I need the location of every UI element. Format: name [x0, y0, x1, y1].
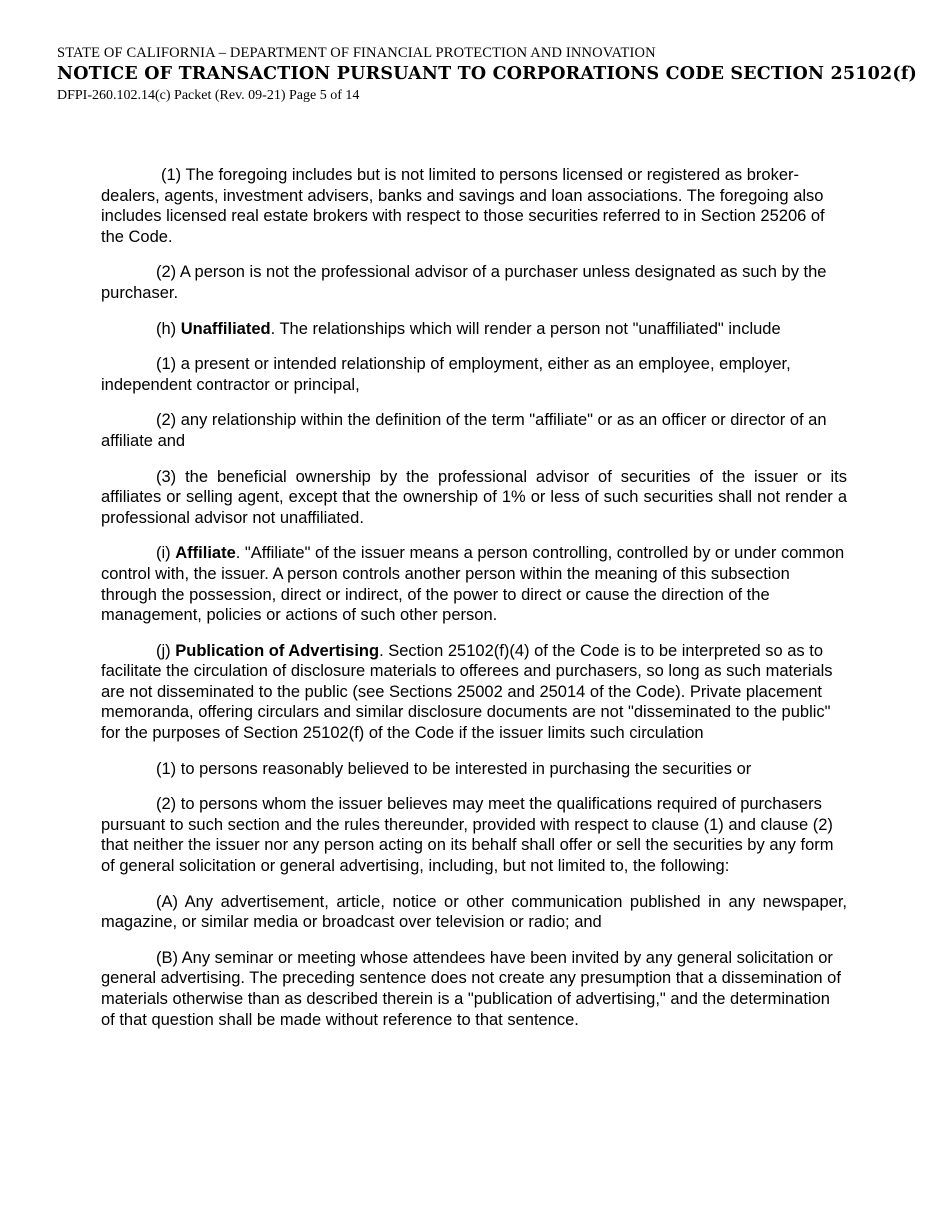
form-title: NOTICE OF TRANSACTION PURSUANT TO CORPORATIONS CODE SECTION 25102(f)	[57, 64, 918, 84]
section-j-text: . Section 25102(f)(4) of the Code is to be interpreted so as to facilitate the circulation of disclosure materials to offerees and purchasers, so long as such materials are not disseminated to the public (see Sections 25002 and 25014 of the Code). Private placement memoranda, offering circulars and similar disclosure documents are not "disseminated to the public" for the purposes of Section 25102(f) of the Code if the issuer limits such circulation	[101, 641, 833, 743]
section-j-item-A: (A) Any advertisement, article, notice or other communication published in any newspaper, magazine, or similar media or broadcast over television or radio; and	[101, 892, 847, 932]
section-j-term: Publication of Advertising	[175, 641, 380, 660]
section-i-text: . "Affiliate" of the issuer means a person controlling, controlled by or under common control with, the issuer. A person controls another person within the meaning of this subsection through the possession, direct or indirect, of the power to direct or cause the direction of the management, policies or actions of such other person.	[101, 544, 845, 625]
section-h-item-2: (2) any relationship within the definition of the term "affiliate" or as an officer or director of an affiliate and	[101, 411, 827, 450]
section-h	[101, 319, 847, 340]
section-j-item-2: (2) to persons whom the issuer believes may meet the qualifications required of purchasers pursuant to such section and the rules thereunder, provided with respect to clause (1) and clause (2) that neither the issuer nor any person acting on its behalf shall offer or sell the securities by any form of general solicitation or general advertising, including, but not limited to, the following:	[101, 795, 834, 876]
agency-line: STATE OF CALIFORNIA – DEPARTMENT OF FINANCIAL PROTECTION AND INNOVATION	[57, 45, 656, 61]
section-j-item-B: (B) Any seminar or meeting whose attendees have been invited by any general solicitation or general advertising. The preceding sentence does not create any presumption that a dissemination of materials otherwise than as described therein is a "publication of advertising," and the determination of that question shall be made without reference to that sentence.	[101, 948, 841, 1029]
section-j	[101, 641, 847, 744]
page-header	[57, 44, 937, 105]
section-h-text: . The relationships which will render a person not "unaffiliated" include	[270, 319, 781, 338]
section-i-term: Affiliate	[175, 544, 236, 563]
section-i	[101, 543, 847, 625]
section-i-prefix: (i)	[156, 544, 176, 563]
document-body	[101, 165, 847, 1045]
form-id-page: DFPI-260.102.14(c) Packet (Rev. 09-21) Page 5 of 14	[57, 88, 360, 103]
section-h-item-3: (3) the beneficial ownership by the professional advisor of securities of the issuer or its affiliates or selling agent, except that the ownership of 1% or less of such securities shall not render a professional advisor not unaffiliated.	[101, 467, 847, 527]
paragraph-1: (1) The foregoing includes but is not limited to persons licensed or registered as broker- dealers, agents, investment advisers, banks and savings and loan associations. The foregoing also includes licensed real estate brokers with respect to those securities referred to in Section 25206 of the Code.	[101, 166, 825, 246]
section-j-prefix: (j)	[156, 641, 176, 660]
section-h-term: Unaffiliated	[180, 319, 271, 338]
section-j-item-1: (1) to persons reasonably believed to be interested in purchasing the securities or	[156, 759, 752, 778]
section-h-prefix: (h)	[156, 319, 181, 338]
section-h-item-1: (1) a present or intended relationship of employment, either as an employee, employer, independent contractor or principal,	[101, 355, 791, 394]
paragraph-2: (2) A person is not the professional advisor of a purchaser unless designated as such by the purchaser.	[101, 263, 827, 302]
